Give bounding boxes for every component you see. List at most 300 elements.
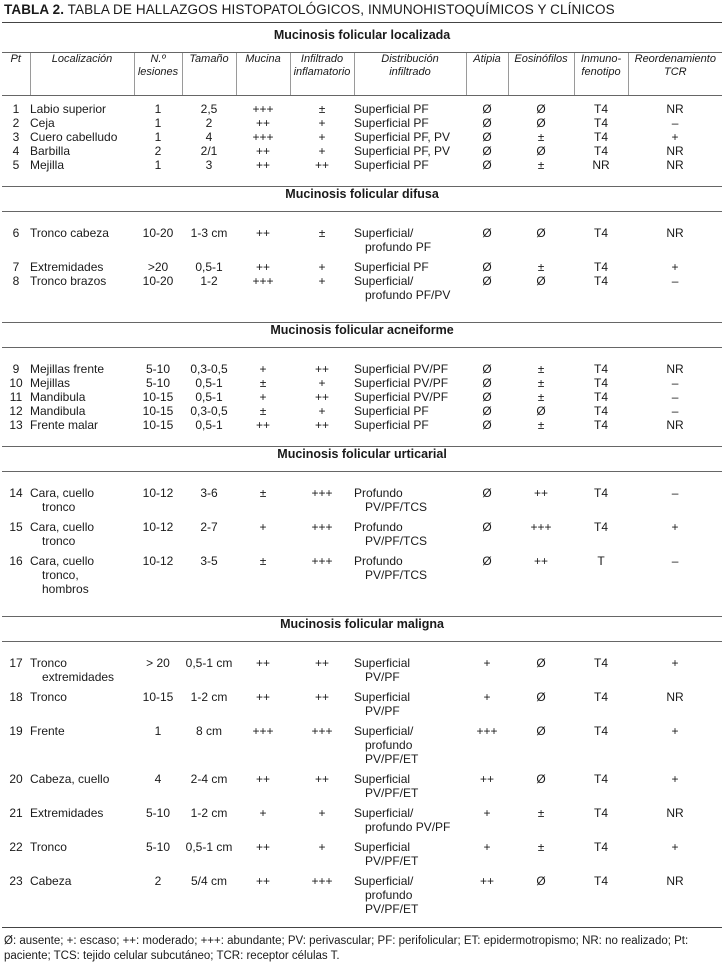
cell-line: Superficial/ bbox=[354, 226, 414, 240]
group-title: Mucinosis folicular difusa bbox=[2, 187, 722, 212]
cell-line: Superficial PF bbox=[354, 404, 429, 418]
cell-mucina: + bbox=[259, 390, 267, 404]
cell-tcr: – bbox=[671, 116, 679, 130]
cell-eosinofilos: ++ bbox=[533, 554, 548, 568]
group-end-row bbox=[2, 172, 722, 187]
cell-pt: 4 bbox=[12, 144, 20, 158]
cell-localizacion bbox=[30, 404, 134, 418]
cell-tamano: 8 cm bbox=[195, 724, 222, 738]
group-title-row bbox=[2, 187, 722, 212]
cell-infiltrado: ± bbox=[318, 226, 326, 240]
cell-mucina: + bbox=[259, 520, 267, 534]
table-row bbox=[2, 226, 722, 254]
cell-inmunofenotipo: T4 bbox=[593, 362, 608, 376]
cell-atipia: Ø bbox=[482, 404, 492, 418]
cell-mucina: ± bbox=[259, 404, 267, 418]
cell-atipia: Ø bbox=[482, 130, 492, 144]
cell-inmunofenotipo: T4 bbox=[593, 226, 608, 240]
spacer bbox=[2, 642, 722, 657]
cell-pt: 22 bbox=[9, 840, 23, 854]
cell-line: Mandibula bbox=[30, 404, 86, 418]
group-title: Mucinosis folicular localizada bbox=[2, 28, 722, 53]
cell-n-lesiones: 10-12 bbox=[142, 520, 174, 534]
column-header-text: Distribución bbox=[381, 53, 439, 65]
cell-pt: 5 bbox=[12, 158, 20, 172]
cell-infiltrado: + bbox=[318, 130, 326, 144]
cell-tamano: 0,5-1 bbox=[195, 390, 223, 404]
cell-pt: 3 bbox=[12, 130, 20, 144]
cell-mucina: ++ bbox=[255, 226, 270, 240]
cell-eosinofilos: ± bbox=[537, 390, 545, 404]
cell-atipia: ++ bbox=[479, 772, 494, 786]
cell-mucina: ++ bbox=[255, 690, 270, 704]
cell-pt: 7 bbox=[12, 260, 20, 274]
table-row bbox=[2, 840, 722, 868]
cell-n-lesiones: 5-10 bbox=[145, 840, 171, 854]
cell-inmunofenotipo: T4 bbox=[593, 772, 608, 786]
table-row bbox=[2, 404, 722, 418]
cell-tamano: 0,3-0,5 bbox=[190, 362, 228, 376]
cell-line: Superficial bbox=[354, 690, 411, 704]
cell-n-lesiones: 1 bbox=[154, 158, 162, 172]
cell-eosinofilos: Ø bbox=[536, 772, 546, 786]
cell-line: Superficial bbox=[354, 656, 411, 670]
cell-line: PV/PF/TCS bbox=[365, 500, 428, 514]
cell-mucina: ++ bbox=[255, 144, 270, 158]
cell-line: Profundo bbox=[354, 520, 403, 534]
spacer-row bbox=[2, 212, 722, 227]
column-header-text: Mucina bbox=[245, 53, 281, 65]
column-header-distribucion bbox=[354, 53, 466, 96]
cell-line: Superficial/ bbox=[354, 874, 414, 888]
cell-inmunofenotipo: T4 bbox=[593, 486, 608, 500]
group-end-row bbox=[2, 602, 722, 617]
cell-distribucion bbox=[354, 418, 466, 432]
cell-n-lesiones: > 20 bbox=[146, 656, 170, 670]
cell-localizacion bbox=[30, 690, 134, 718]
cell-localizacion bbox=[30, 376, 134, 390]
cell-line: Extremidades bbox=[30, 806, 104, 820]
cell-mucina: +++ bbox=[252, 724, 274, 738]
table-row bbox=[2, 690, 722, 718]
cell-distribucion bbox=[354, 390, 466, 404]
cell-atipia: Ø bbox=[482, 418, 492, 432]
cell-n-lesiones: 2 bbox=[154, 144, 162, 158]
cell-localizacion bbox=[30, 772, 134, 800]
cell-infiltrado: + bbox=[318, 840, 326, 854]
cell-line: Superficial PF bbox=[354, 102, 429, 116]
cell-pt: 16 bbox=[9, 554, 23, 568]
cell-line: Cabeza, cuello bbox=[30, 772, 110, 786]
cell-inmunofenotipo: T4 bbox=[593, 520, 608, 534]
cell-pt: 12 bbox=[9, 404, 23, 418]
cell-tcr: – bbox=[671, 486, 679, 500]
table-row bbox=[2, 158, 722, 172]
cell-tcr: NR bbox=[666, 144, 684, 158]
cell-mucina: ++ bbox=[255, 418, 270, 432]
cell-infiltrado: ++ bbox=[314, 656, 329, 670]
cell-mucina: ++ bbox=[255, 260, 270, 274]
cell-tamano: 2-4 cm bbox=[190, 772, 228, 786]
cell-line: Tronco brazos bbox=[30, 274, 107, 288]
cell-atipia: Ø bbox=[482, 520, 492, 534]
table-row bbox=[2, 260, 722, 274]
group-title-row bbox=[2, 28, 722, 53]
cell-distribucion bbox=[354, 772, 466, 800]
cell-line: Frente malar bbox=[30, 418, 99, 432]
cell-n-lesiones: 5-10 bbox=[145, 806, 171, 820]
cell-eosinofilos: Ø bbox=[536, 724, 546, 738]
cell-distribucion bbox=[354, 376, 466, 390]
cell-line: PV/PF/ET bbox=[365, 902, 419, 916]
cell-localizacion bbox=[30, 840, 134, 868]
cell-infiltrado: ++ bbox=[314, 772, 329, 786]
cell-mucina: ± bbox=[259, 554, 267, 568]
cell-infiltrado: +++ bbox=[311, 874, 333, 888]
cell-localizacion bbox=[30, 226, 134, 254]
cell-pt: 11 bbox=[9, 390, 23, 404]
cell-mucina: ± bbox=[259, 486, 267, 500]
cell-eosinofilos: ± bbox=[537, 806, 545, 820]
cell-eosinofilos: ± bbox=[537, 130, 545, 144]
cell-tamano: 0,3-0,5 bbox=[190, 404, 228, 418]
cell-eosinofilos: Ø bbox=[536, 102, 546, 116]
cell-distribucion bbox=[354, 486, 466, 514]
cell-infiltrado: + bbox=[318, 404, 326, 418]
cell-line: Superficial/ bbox=[354, 724, 414, 738]
cell-n-lesiones: 4 bbox=[154, 772, 162, 786]
cell-n-lesiones: 1 bbox=[154, 116, 162, 130]
cell-infiltrado: ++ bbox=[314, 418, 329, 432]
group-title: Mucinosis folicular maligna bbox=[2, 617, 722, 642]
cell-infiltrado: ++ bbox=[314, 390, 329, 404]
table-row bbox=[2, 376, 722, 390]
group-end bbox=[2, 432, 722, 447]
cell-pt: 14 bbox=[9, 486, 23, 500]
column-header-row bbox=[2, 53, 722, 96]
cell-atipia: + bbox=[483, 806, 491, 820]
cell-eosinofilos: ± bbox=[537, 376, 545, 390]
cell-line: Superficial PF bbox=[354, 158, 429, 172]
cell-localizacion bbox=[30, 724, 134, 766]
cell-line: Frente bbox=[30, 724, 65, 738]
cell-n-lesiones: 10-15 bbox=[142, 690, 174, 704]
cell-inmunofenotipo: T4 bbox=[593, 404, 608, 418]
cell-tcr: NR bbox=[666, 226, 684, 240]
column-header-text: TCR bbox=[663, 66, 687, 78]
cell-line: PV/PF/ET bbox=[365, 752, 419, 766]
cell-tamano: 1-2 cm bbox=[190, 806, 228, 820]
table-row bbox=[2, 144, 722, 158]
spacer-row bbox=[2, 348, 722, 363]
cell-tcr: NR bbox=[666, 806, 684, 820]
cell-atipia: Ø bbox=[482, 116, 492, 130]
column-header-tamano bbox=[182, 53, 236, 96]
cell-mucina: ± bbox=[259, 376, 267, 390]
column-header-text: Infiltrado bbox=[300, 53, 344, 65]
cell-tamano: 3 bbox=[205, 158, 213, 172]
column-header-text: Atipia bbox=[473, 53, 501, 65]
cell-eosinofilos: ± bbox=[537, 362, 545, 376]
cell-line: Superficial PV/PF bbox=[354, 376, 449, 390]
cell-pt: 15 bbox=[9, 520, 23, 534]
column-header-n-lesiones bbox=[134, 53, 182, 96]
column-header-localizacion bbox=[30, 53, 134, 96]
cell-pt: 23 bbox=[9, 874, 23, 888]
cell-tcr: NR bbox=[666, 102, 684, 116]
group-title-row bbox=[2, 617, 722, 642]
cell-line: PV/PF/TCS bbox=[365, 534, 428, 548]
cell-tcr: + bbox=[671, 130, 679, 144]
cell-n-lesiones: 2 bbox=[154, 874, 162, 888]
cell-infiltrado: + bbox=[318, 260, 326, 274]
cell-mucina: ++ bbox=[255, 772, 270, 786]
cell-atipia: Ø bbox=[482, 144, 492, 158]
cell-line: Profundo bbox=[354, 554, 403, 568]
cell-line: PV/PF/TCS bbox=[365, 568, 428, 582]
cell-atipia: ++ bbox=[479, 874, 494, 888]
cell-atipia: Ø bbox=[482, 362, 492, 376]
footnote: Ø: ausente; +: escaso; ++: moderado; +++: abundante; PV: perivascular; PF: perifolicular; ET: epidermotropismo; NR: no realizado; Pt: paciente; TCS: tejido celular subcutáneo; TCR: receptor células T. bbox=[4, 935, 689, 962]
cell-atipia: Ø bbox=[482, 226, 492, 240]
cell-atipia: +++ bbox=[476, 724, 498, 738]
cell-mucina: ++ bbox=[255, 116, 270, 130]
findings-table-body bbox=[2, 28, 722, 926]
cell-atipia: Ø bbox=[482, 554, 492, 568]
cell-line: Cabeza bbox=[30, 874, 72, 888]
spacer bbox=[2, 472, 722, 487]
cell-tamano: 1-3 cm bbox=[190, 226, 228, 240]
column-header-text: Tamaño bbox=[189, 53, 229, 65]
cell-inmunofenotipo: T4 bbox=[593, 376, 608, 390]
cell-infiltrado: + bbox=[318, 116, 326, 130]
cell-n-lesiones: 5-10 bbox=[145, 376, 171, 390]
cell-line: Tronco cabeza bbox=[30, 226, 109, 240]
cell-distribucion bbox=[354, 404, 466, 418]
cell-tcr: NR bbox=[666, 418, 684, 432]
cell-infiltrado: +++ bbox=[311, 724, 333, 738]
cell-line: PV/PF bbox=[365, 704, 400, 718]
group-end-row bbox=[2, 922, 722, 926]
cell-n-lesiones: 1 bbox=[154, 102, 162, 116]
cell-pt: 21 bbox=[9, 806, 23, 820]
column-header-atipia bbox=[466, 53, 508, 96]
cell-localizacion bbox=[30, 102, 134, 116]
column-header-text: Reordenamiento bbox=[634, 53, 716, 65]
cell-distribucion bbox=[354, 806, 466, 834]
cell-line: Superficial PV/PF bbox=[354, 390, 449, 404]
cell-localizacion bbox=[30, 362, 134, 376]
cell-inmunofenotipo: T4 bbox=[593, 274, 608, 288]
cell-tamano: 2/1 bbox=[200, 144, 218, 158]
column-header-eosinofilos bbox=[508, 53, 574, 96]
cell-line: Tronco bbox=[30, 840, 67, 854]
cell-tcr: NR bbox=[666, 158, 684, 172]
cell-tcr: – bbox=[671, 274, 679, 288]
cell-infiltrado: ++ bbox=[314, 690, 329, 704]
cell-pt: 18 bbox=[9, 690, 23, 704]
column-header-text: N.º bbox=[150, 53, 166, 65]
cell-localizacion bbox=[30, 158, 134, 172]
cell-pt: 2 bbox=[12, 116, 20, 130]
cell-eosinofilos: ± bbox=[537, 840, 545, 854]
cell-line: Cara, cuello bbox=[30, 554, 95, 568]
cell-infiltrado: ++ bbox=[314, 158, 329, 172]
table-row bbox=[2, 656, 722, 684]
group-title: Mucinosis folicular acneiforme bbox=[2, 323, 722, 348]
table-row bbox=[2, 554, 722, 596]
cell-distribucion bbox=[354, 144, 466, 158]
cell-inmunofenotipo: T4 bbox=[593, 390, 608, 404]
cell-tcr: – bbox=[671, 404, 679, 418]
cell-line: Superficial PF, PV bbox=[354, 130, 451, 144]
cell-distribucion bbox=[354, 840, 466, 868]
cell-tamano: 0,5-1 bbox=[195, 260, 223, 274]
footnote-rule bbox=[2, 927, 722, 928]
cell-mucina: +++ bbox=[252, 102, 274, 116]
cell-atipia: + bbox=[483, 840, 491, 854]
cell-line: profundo PV/PF bbox=[365, 820, 451, 834]
cell-localizacion bbox=[30, 486, 134, 514]
table-row bbox=[2, 806, 722, 834]
cell-tamano: 2,5 bbox=[200, 102, 218, 116]
cell-tamano: 1-2 cm bbox=[190, 690, 228, 704]
cell-infiltrado: + bbox=[318, 806, 326, 820]
column-header-text: lesiones bbox=[137, 66, 179, 78]
table-row bbox=[2, 418, 722, 432]
cell-line: Profundo bbox=[354, 486, 403, 500]
column-header-tcr bbox=[628, 53, 722, 96]
cell-eosinofilos: ± bbox=[537, 418, 545, 432]
cell-atipia: Ø bbox=[482, 274, 492, 288]
column-header-mucina bbox=[236, 53, 290, 96]
cell-line: profundo bbox=[365, 888, 413, 902]
cell-tcr: + bbox=[671, 772, 679, 786]
cell-eosinofilos: Ø bbox=[536, 874, 546, 888]
column-header-text: infiltrado bbox=[389, 66, 431, 78]
cell-n-lesiones: 10-20 bbox=[142, 274, 174, 288]
table-row bbox=[2, 724, 722, 766]
cell-line: Mejilla bbox=[30, 158, 65, 172]
cell-pt: 8 bbox=[12, 274, 20, 288]
cell-infiltrado: + bbox=[318, 144, 326, 158]
cell-n-lesiones: 10-12 bbox=[142, 486, 174, 500]
cell-tcr: NR bbox=[666, 362, 684, 376]
cell-localizacion bbox=[30, 874, 134, 916]
cell-tcr: – bbox=[671, 554, 679, 568]
cell-tamano: 2 bbox=[205, 116, 213, 130]
cell-line: tronco bbox=[42, 500, 76, 514]
cell-infiltrado: + bbox=[318, 376, 326, 390]
cell-line: Mejillas frente bbox=[30, 362, 105, 376]
column-header-text: inflamatorio bbox=[293, 66, 351, 78]
spacer bbox=[2, 212, 722, 227]
cell-tamano: 0,5-1 cm bbox=[185, 656, 233, 670]
cell-line: Cara, cuello bbox=[30, 520, 95, 534]
cell-infiltrado: +++ bbox=[311, 520, 333, 534]
cell-line: profundo PF/PV bbox=[365, 288, 451, 302]
cell-localizacion bbox=[30, 116, 134, 130]
cell-line: Superficial PF bbox=[354, 260, 429, 274]
cell-tcr: + bbox=[671, 840, 679, 854]
group-end bbox=[2, 308, 722, 323]
cell-line: PV/PF/ET bbox=[365, 854, 419, 868]
cell-tamano: 2-7 bbox=[200, 520, 218, 534]
cell-distribucion bbox=[354, 274, 466, 302]
cell-tamano: 4 bbox=[205, 130, 213, 144]
cell-n-lesiones: 1 bbox=[154, 724, 162, 738]
column-header-text: Eosinófilos bbox=[514, 53, 568, 65]
cell-line: Cara, cuello bbox=[30, 486, 95, 500]
group-end-row bbox=[2, 432, 722, 447]
cell-tcr: NR bbox=[666, 690, 684, 704]
cell-infiltrado: + bbox=[318, 274, 326, 288]
group-title-row bbox=[2, 447, 722, 472]
table-row bbox=[2, 130, 722, 144]
cell-tamano: 3-5 bbox=[200, 554, 218, 568]
cell-atipia: + bbox=[483, 656, 491, 670]
cell-inmunofenotipo: T bbox=[597, 554, 605, 568]
cell-mucina: + bbox=[259, 362, 267, 376]
cell-tamano: 1-2 bbox=[200, 274, 218, 288]
spacer-row bbox=[2, 472, 722, 487]
table-row bbox=[2, 390, 722, 404]
cell-inmunofenotipo: T4 bbox=[593, 418, 608, 432]
cell-pt: 1 bbox=[12, 102, 20, 116]
cell-distribucion bbox=[354, 520, 466, 548]
cell-line: Superficial/ bbox=[354, 274, 414, 288]
cell-atipia: Ø bbox=[482, 376, 492, 390]
cell-mucina: ++ bbox=[255, 656, 270, 670]
cell-n-lesiones: 10-15 bbox=[142, 390, 174, 404]
cell-inmunofenotipo: NR bbox=[592, 158, 610, 172]
cell-tamano: 0,5-1 bbox=[195, 376, 223, 390]
table-row bbox=[2, 520, 722, 548]
cell-distribucion bbox=[354, 130, 466, 144]
cell-inmunofenotipo: T4 bbox=[593, 102, 608, 116]
cell-line: Barbilla bbox=[30, 144, 71, 158]
column-header-text: Pt bbox=[10, 53, 21, 65]
column-header-inmunofenotipo bbox=[574, 53, 628, 96]
cell-tamano: 0,5-1 bbox=[195, 418, 223, 432]
cell-line: Superficial bbox=[354, 772, 411, 786]
cell-atipia: Ø bbox=[482, 158, 492, 172]
table-row bbox=[2, 772, 722, 800]
column-header-infiltrado bbox=[290, 53, 354, 96]
cell-inmunofenotipo: T4 bbox=[593, 724, 608, 738]
cell-distribucion bbox=[354, 226, 466, 254]
cell-line: tronco, bbox=[42, 568, 79, 582]
cell-eosinofilos: Ø bbox=[536, 690, 546, 704]
cell-line: Superficial PF, PV bbox=[354, 144, 451, 158]
cell-line: tronco bbox=[42, 534, 76, 548]
cell-pt: 9 bbox=[12, 362, 20, 376]
cell-inmunofenotipo: T4 bbox=[593, 840, 608, 854]
group-title: Mucinosis folicular urticarial bbox=[2, 447, 722, 472]
cell-mucina: ++ bbox=[255, 874, 270, 888]
cell-tcr: + bbox=[671, 260, 679, 274]
cell-distribucion bbox=[354, 102, 466, 116]
cell-line: Superficial bbox=[354, 840, 411, 854]
cell-line: Superficial PF bbox=[354, 116, 429, 130]
cell-atipia: + bbox=[483, 690, 491, 704]
cell-line: Cuero cabelludo bbox=[30, 130, 118, 144]
cell-line: hombros bbox=[42, 582, 89, 596]
cell-pt: 6 bbox=[12, 226, 20, 240]
cell-line: Tronco bbox=[30, 690, 67, 704]
cell-mucina: + bbox=[259, 806, 267, 820]
cell-localizacion bbox=[30, 130, 134, 144]
